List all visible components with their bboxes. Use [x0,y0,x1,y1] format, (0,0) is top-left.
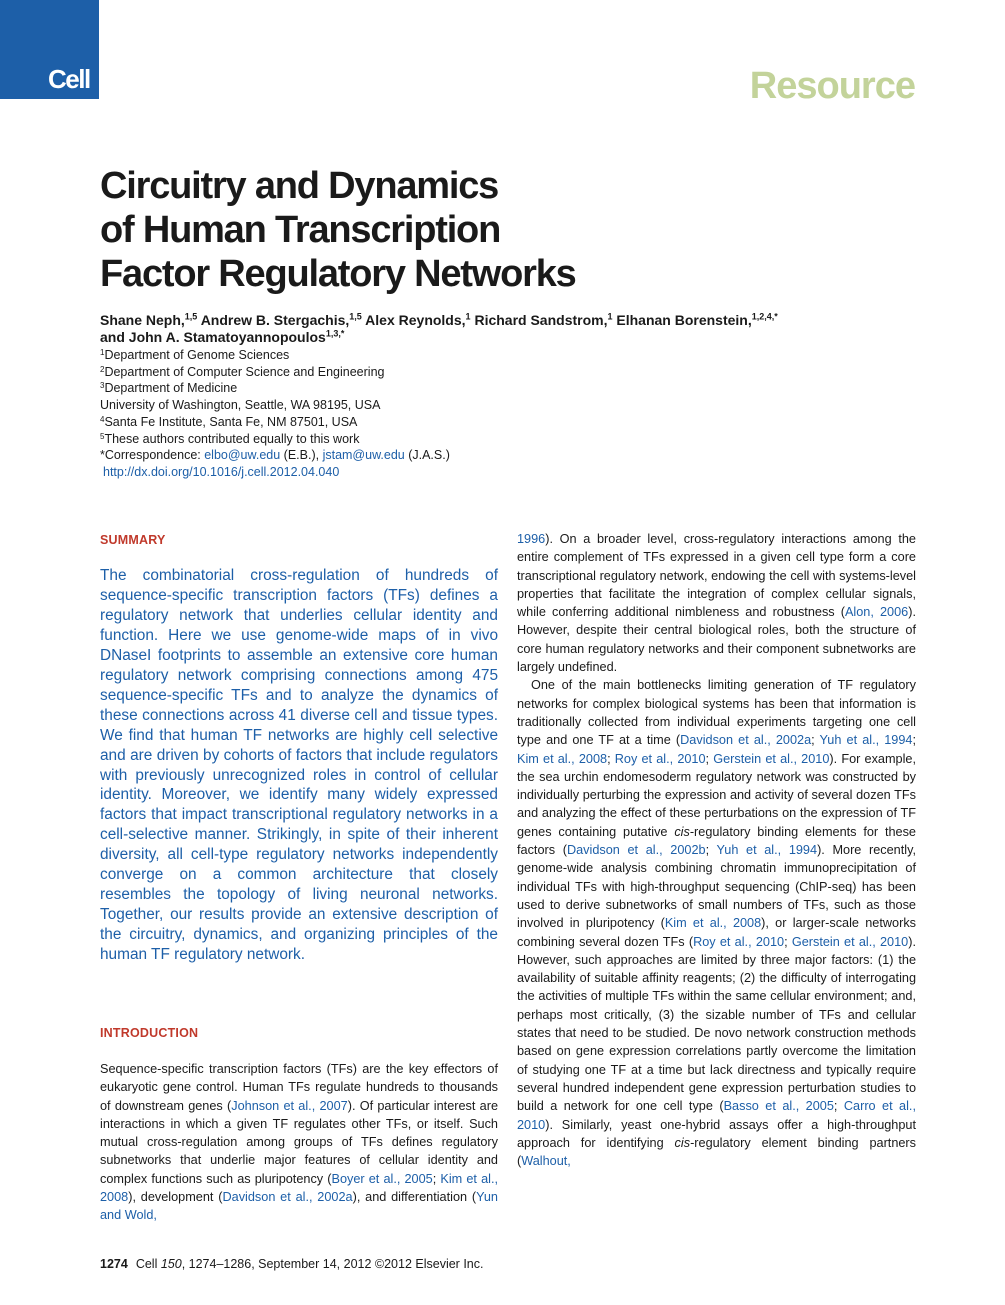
affiliation: University of Washington, Seattle, WA 98195, USA [100,398,381,413]
text-run: -regulatory element binding partners ( [517,1135,916,1169]
text-run: ; [811,733,820,748]
title-line: of Human Transcription [100,209,501,251]
citation-link[interactable]: Carro et al., 2010 [517,1099,916,1132]
text-run: -regulatory binding elements for these factors ( [517,824,916,858]
affiliation: $^4$Santa Fe Institute, Santa Fe, NM 87501, USA [100,414,358,429]
affiliations [100,347,700,481]
text-run: ; [432,1171,441,1186]
author-list [100,312,920,346]
text-run: ). However, such approaches are limited by three major factors: (1) the availability of suitable affinity reagents; (2) the difficulty of interrogating the activities of multiple TFs within the same cellular environment; and, perhaps most critically, (3) the sizable number of TFs and cellular states that need to be studied. De novo network construction methods based on gene expression correlations partly overcome the limitation of studying one TF at a time but lack directness and typically require several hundred independent gene expression perturbation studies to build a network for one cell type ( [517,934,916,1114]
introduction-heading: INTRODUCTION [100,1026,199,1040]
citation-link[interactable]: Davidson et al., 2002a [680,733,812,748]
author: Alex Reynolds,$^1$ [365,311,471,328]
text-run: ; [912,733,916,748]
text-run: ). Of particular interest are interactions in which a given TF regulates other TFs, or itself. Such mutual cross-regulation among groups of TFs defines regulatory subnetworks that underlie major features of cellular identity and complex functions such as pluripotency ( [100,1098,498,1186]
citation-link[interactable]: Walhout, [521,1154,571,1169]
footer-journal: Cell [135,1257,161,1271]
citation-link[interactable]: Yun and Wold, [100,1190,498,1223]
citation-link[interactable]: Yuh et al., 1994 [819,733,913,748]
citation-link[interactable]: Johnson et al., 2007 [231,1098,348,1113]
doi-line [100,464,700,481]
email-link[interactable]: jstam@uw.edu [322,448,405,463]
citation-link[interactable]: Boyer et al., 2005 [331,1171,433,1186]
affiliation: $^3$Department of Medicine [100,381,238,396]
citation-link[interactable]: Basso et al., 2005 [723,1099,834,1114]
page-number: 1274 [100,1257,128,1271]
author: Elhanan Borenstein,$^{1,2,4,*}$ [616,311,778,328]
title-line: Circuitry and Dynamics [100,165,499,207]
affiliation: $^2$Department of Computer Science and Engineering [100,364,385,379]
introduction-column [100,1060,498,1225]
text-run: ). More recently, genome-wide analysis combining chromatin immunoprecipitation of individual TFs with high-throughput sequencing (ChIP-seq) has been used to derive subnetworks of small numbers of TFs, such as those involved in pluripotency ( [517,843,917,931]
text-run: ), and differentiation ( [352,1190,477,1205]
right-column [517,530,916,1170]
journal-logo-box [0,0,99,99]
citation-link[interactable]: 1996 [517,532,546,546]
citation-link[interactable]: Gerstein et al., 2010 [713,751,830,766]
italic-text: cis [674,824,690,839]
citation-link[interactable]: Kim et al., 2008 [517,751,608,766]
text-run: ), development ( [128,1190,223,1205]
citation-link[interactable]: Roy et al., 2010 [693,934,785,949]
correspondence: *Correspondence: elbo@uw.edu (E.B.), jstam@uw.edu (J.A.S.) [100,448,450,463]
summary-text: The combinatorial cross-regulation of hundreds of sequence-specific transcription factors (TFs) defines a regulatory network that underlies cellular identity and function. Here we use genome-wide maps of in vivo DNaseI footprints to assemble an extensive core human regulatory network comprising connections among 475 sequence-specific TFs and to analyze the dynamics of these connections across 41 diverse cell and tissue types. We find that human TF networks are highly cell selective and are driven by cohorts of factors that include regulators with previously unrecognized roles in control of cellular identity. Moreover, we identify many widely expressed factors that impact transcriptional regulatory networks in a cell-selective manner. Strikingly, in spite of their inherent diversity, all cell-type regulatory networks independently converge on a common architecture that closely resembles the topology of living neuronal networks. Together, our results provide an extensive description of the circuitry, dynamics, and organizing principles of the human TF regulatory network. [100,567,498,964]
text-run: ). For example, the sea urchin endomesoderm regulatory network was constructed by individually perturbing the expression and activity of several dozen TFs and analyzing the effect of these perturbations on the expression of TF genes containing putative [517,751,916,839]
citation-link[interactable]: Roy et al., 2010 [614,751,706,766]
title-line: Factor Regulatory Networks [100,253,576,295]
citation-link[interactable]: Kim et al., 2008 [100,1171,498,1205]
footer-citation: , 1274–1286, September 14, 2012 ©2012 Elsevier Inc. [181,1257,484,1271]
citation-link[interactable]: Alon, 2006 [844,605,909,620]
paragraph [100,1060,498,1225]
affiliation: $^1$Department of Genome Sciences [100,348,290,362]
text-run: ). Similarly, yeast one-hybrid assays offer a high-throughput approach for identifying [517,1117,916,1150]
citation-link[interactable]: Kim et al., 2008 [664,916,762,931]
text-run: ). However, despite their central biological roles, both the structure of core human regulatory networks and their component subnetworks are largely undefined. [517,605,916,675]
citation-link[interactable]: Davidson et al., 2002a [222,1190,353,1205]
summary-heading: SUMMARY [100,533,166,547]
italic-text: cis [674,1135,691,1150]
paragraph [517,676,916,1170]
text-run: ; [784,934,792,949]
author: and John A. Stamatoyannopoulos$^{1,3,*}$ [100,328,345,345]
citation-link[interactable]: Gerstein et al., 2010 [791,934,909,949]
author: Shane Neph,$^{1,5}$ [100,311,198,328]
text-run: ; [705,843,717,858]
text-run: One of the main bottlenecks limiting generation of TF regulatory networks for complex biological systems has been that information is traditionally collected from individual experiments targeting one cell type and one TF at a time ( [517,678,916,748]
affiliation: $^5$These authors contributed equally to this work [100,431,360,446]
page-footer [100,1257,483,1271]
email-link[interactable]: elbo@uw.edu [204,448,281,463]
text-run: ), or larger-scale networks combining several dozen TFs ( [517,916,917,949]
author: Richard Sandstrom,$^1$ [474,311,613,328]
footer-volume: 150 [160,1257,182,1271]
author: Andrew B. Stergachis,$^{1,5}$ [200,311,362,328]
text-run: ; [705,751,714,766]
text-run: Sequence-specific transcription factors (TFs) are the key effectors of eukaryotic gene control. Human TFs regulate hundreds to thousands of downstream genes ( [100,1062,498,1113]
article-type-label: Resource [749,65,915,107]
journal-logo: Cell [48,64,90,94]
text-run: ; [833,1099,844,1114]
doi-link[interactable]: http://dx.doi.org/10.1016/j.cell.2012.04.040 [103,464,340,479]
citation-link[interactable]: Yuh et al., 1994 [716,843,818,858]
citation-link[interactable]: Davidson et al., 2002b [566,843,706,858]
paragraph [517,530,916,676]
text-run: ). On a broader level, cross-regulatory interactions among the entire complement of TFs expressed in a given cell type form a core transcriptional regulatory network, endowing the cell with systems-level properties that facilitate the integration of complex cellular signals, while conferring additional nimbleness and robustness ( [517,532,916,620]
article-title [100,164,800,296]
text-run: ; [607,751,615,766]
